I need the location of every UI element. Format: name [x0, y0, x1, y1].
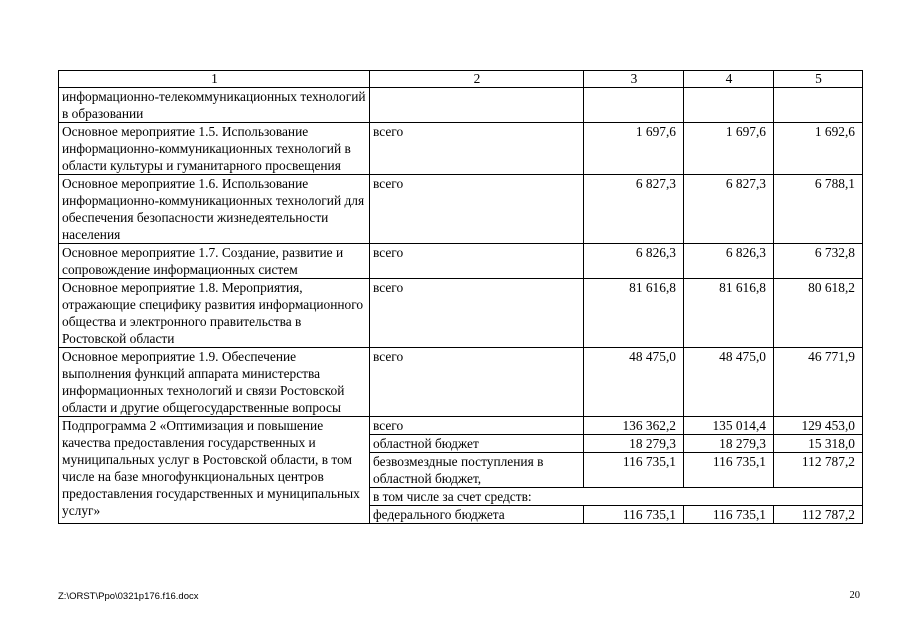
table-row — [59, 244, 863, 279]
value-col-4: 6 826,3 — [684, 244, 774, 279]
table-row — [59, 175, 863, 244]
value-col-4: 1 697,6 — [684, 123, 774, 175]
table-row — [59, 279, 863, 348]
table-row — [59, 88, 863, 123]
value-col-3: 6 826,3 — [584, 244, 684, 279]
value-col-4: 48 475,0 — [684, 348, 774, 417]
column-header: 5 — [774, 71, 863, 88]
value-col-5: 1 692,6 — [774, 123, 863, 175]
column-header: 3 — [584, 71, 684, 88]
value-col-5: 6 788,1 — [774, 175, 863, 244]
value-col-5: 6 732,8 — [774, 244, 863, 279]
value-col-3 — [584, 88, 684, 123]
value-col-5: 15 318,0 — [774, 435, 863, 453]
value-col-4: 135 014,4 — [684, 417, 774, 435]
value-col-3: 6 827,3 — [584, 175, 684, 244]
funding-source-subheader: в том числе за счет средств: — [370, 488, 863, 506]
value-col-4 — [684, 88, 774, 123]
funding-source: всего — [370, 279, 584, 348]
activity-name: Основное мероприятие 1.8. Мероприятия, отражающие специфику развития информационного общества и электронного правительства в Ростовской области — [59, 279, 370, 348]
activity-name: Основное мероприятие 1.7. Создание, развитие и сопровождение информационных систем — [59, 244, 370, 279]
table-row — [59, 417, 863, 435]
value-col-5: 80 618,2 — [774, 279, 863, 348]
subprogram-name: Подпрограмма 2 «Оптимизация и повышение качества предоставления государственных и муниципальных услуг в Ростовской области, в том числе на базе многофункциональных центров предоставления государственных и муниципальных услуг» — [59, 417, 370, 524]
value-col-4: 18 279,3 — [684, 435, 774, 453]
value-col-3: 48 475,0 — [584, 348, 684, 417]
page-number: 20 — [849, 590, 860, 601]
value-col-3: 1 697,6 — [584, 123, 684, 175]
value-col-4: 6 827,3 — [684, 175, 774, 244]
column-header: 4 — [684, 71, 774, 88]
column-header: 1 — [59, 71, 370, 88]
value-col-5: 112 787,2 — [774, 506, 863, 524]
funding-source: федерального бюджета — [370, 506, 584, 524]
value-col-5: 129 453,0 — [774, 417, 863, 435]
funding-source: областной бюджет — [370, 435, 584, 453]
footer-file-path: Z:\ORST\Ppo\0321p176.f16.docx — [58, 591, 199, 602]
funding-source: всего — [370, 417, 584, 435]
activity-name: Основное мероприятие 1.9. Обеспечение выполнения функций аппарата министерства информационных технологий и связи Ростовской области и другие общегосударственные вопросы — [59, 348, 370, 417]
financing-table — [58, 70, 863, 524]
activity-name: Основное мероприятие 1.6. Использование информационно-коммуникационных технологий для обеспечения безопасности жизнедеятельности населения — [59, 175, 370, 244]
value-col-4: 116 735,1 — [684, 506, 774, 524]
table-header-row — [59, 71, 863, 88]
funding-source: всего — [370, 175, 584, 244]
table-row — [59, 348, 863, 417]
value-col-3: 116 735,1 — [584, 506, 684, 524]
column-header: 2 — [370, 71, 584, 88]
activity-name: информационно-телекоммуникационных технологий в образовании — [59, 88, 370, 123]
funding-source — [370, 88, 584, 123]
value-col-5: 46 771,9 — [774, 348, 863, 417]
funding-source: безвозмездные поступления в областной бюджет, — [370, 453, 584, 488]
value-col-3: 136 362,2 — [584, 417, 684, 435]
funding-source: всего — [370, 348, 584, 417]
value-col-4: 81 616,8 — [684, 279, 774, 348]
value-col-3: 81 616,8 — [584, 279, 684, 348]
value-col-5 — [774, 88, 863, 123]
value-col-4: 116 735,1 — [684, 453, 774, 488]
value-col-3: 18 279,3 — [584, 435, 684, 453]
value-col-5: 112 787,2 — [774, 453, 863, 488]
value-col-3: 116 735,1 — [584, 453, 684, 488]
funding-source: всего — [370, 244, 584, 279]
activity-name: Основное мероприятие 1.5. Использование информационно-коммуникационных технологий в области культуры и гуманитарного просвещения — [59, 123, 370, 175]
table-row — [59, 123, 863, 175]
funding-source: всего — [370, 123, 584, 175]
